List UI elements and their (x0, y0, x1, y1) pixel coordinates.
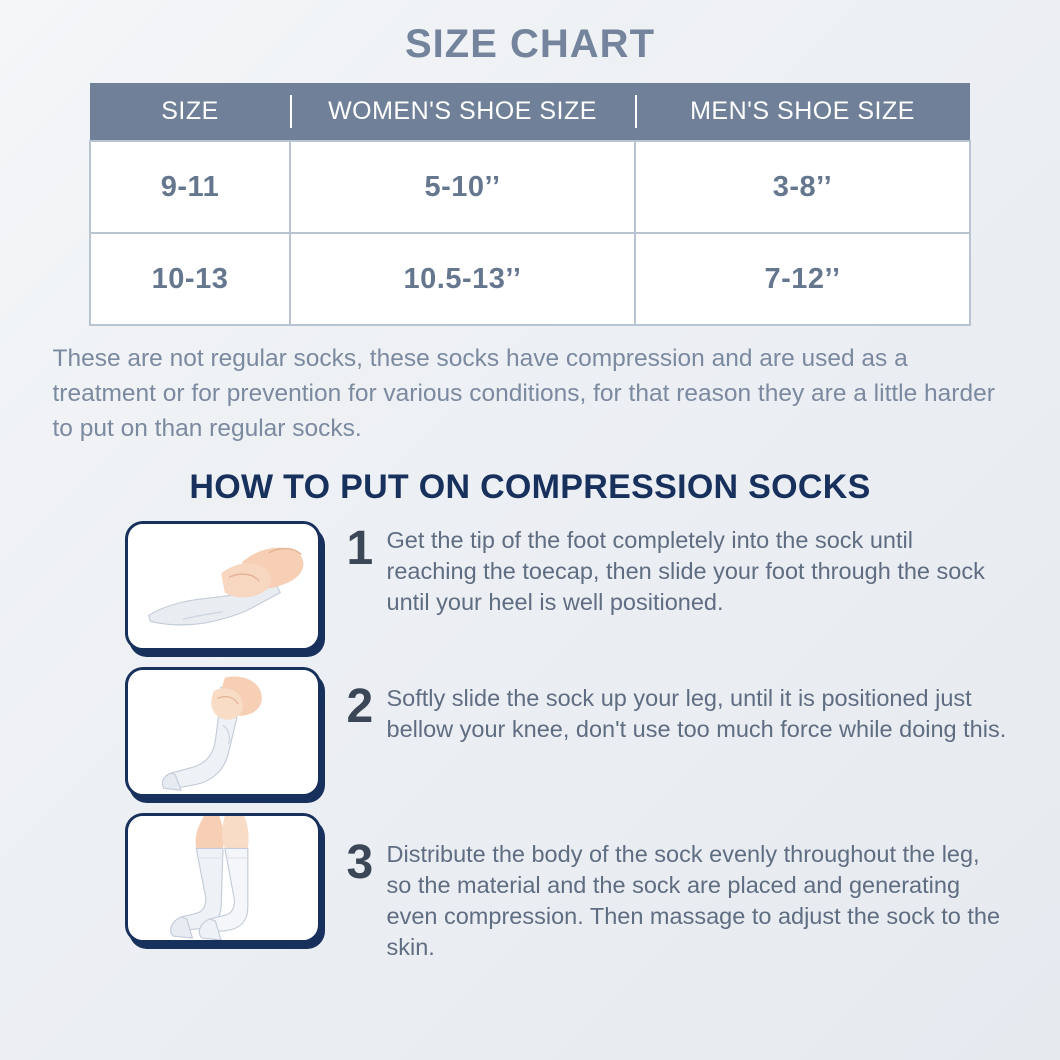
list-item (53, 521, 1008, 651)
cell-mens-size: 3-8’’ (635, 141, 970, 233)
table-header-row (90, 83, 970, 141)
cell-size: 10-13 (90, 233, 290, 325)
page-title: SIZE CHART (405, 22, 655, 66)
table-body (90, 141, 970, 325)
list-item (53, 667, 1008, 797)
step-number: 2 (346, 680, 374, 734)
step-description: Softly slide the sock up your leg, until it is positioned just bellow your knee, don't use too much force while doing this. (386, 685, 1007, 743)
step-3-illustration (125, 813, 321, 943)
table-header (90, 83, 970, 141)
column-header-womens-shoe-size: WOMEN'S SHOE SIZE (290, 83, 635, 141)
howto-steps-list (53, 521, 1008, 963)
step-1-illustration (125, 521, 321, 651)
column-header-mens-shoe-size: MEN'S SHOE SIZE (635, 83, 970, 141)
cell-womens-size: 5-10’’ (290, 141, 635, 233)
column-header-size: SIZE (90, 83, 290, 141)
size-chart-table (89, 83, 971, 326)
step-description: Distribute the body of the sock evenly throughout the leg, so the material and the sock are placed and generating even compression. Then massage to adjust the sock to the skin. (386, 841, 1001, 961)
table-row (90, 141, 970, 233)
cell-womens-size: 10.5-13’’ (290, 233, 635, 325)
hands-pulling-sock-onto-foot-icon (128, 524, 318, 648)
list-item (53, 813, 1008, 963)
table-row (90, 233, 970, 325)
step-2-illustration (125, 667, 321, 797)
howto-heading: HOW TO PUT ON COMPRESSION SOCKS (189, 468, 871, 507)
hands-sliding-sock-up-leg-icon (128, 670, 318, 794)
cell-size: 9-11 (90, 141, 290, 233)
step-number: 3 (346, 836, 374, 890)
step-number: 1 (346, 522, 374, 576)
cell-mens-size: 7-12’’ (635, 233, 970, 325)
compression-note: These are not regular socks, these socks have compression and are used as a treatment or for prevention for various conditions, for that reason they are a little harder to put on than regular socks. (52, 345, 995, 442)
step-description: Get the tip of the foot completely into the sock until reaching the toecap, then slide your foot through the sock until your heel is well positioned. (386, 527, 985, 616)
legs-wearing-knee-high-socks-icon (128, 816, 318, 940)
